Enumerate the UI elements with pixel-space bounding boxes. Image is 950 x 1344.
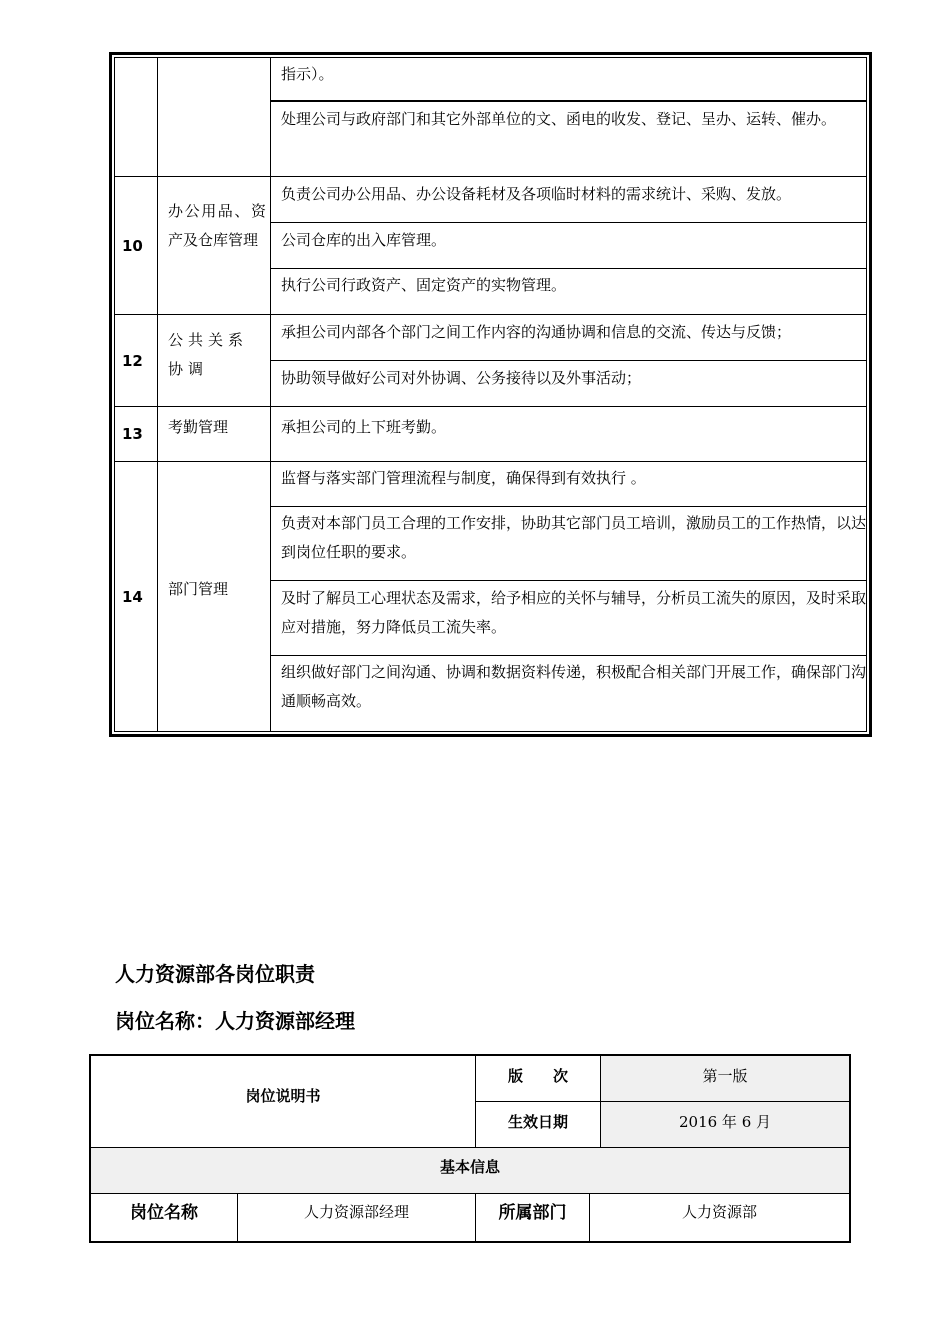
duty-item: 负责公司办公用品、办公设备耗材及各项临时材料的需求统计、采购、发放。	[281, 185, 792, 203]
doc-title: 岗位说明书	[245, 1086, 321, 1105]
duty-item: 及时了解员工心理状态及需求，给予相应的关怀与辅导，分析员工流失的原因，及时采取应对措施，努力降低员工流失率。	[281, 589, 867, 636]
position-name-label: 岗位名称	[130, 1202, 198, 1223]
row-number: 13	[122, 425, 143, 443]
duty-item: 承担公司内部各个部门之间工作内容的沟通协调和信息的交流、传达与反馈；	[281, 323, 792, 341]
duty-item: 公司仓库的出入库管理。	[281, 231, 447, 249]
effective-date-label: 生效日期	[507, 1112, 568, 1131]
section-title: 人力资源部各岗位职责	[115, 962, 315, 986]
department-label: 所属部门	[498, 1202, 567, 1223]
duty-item: 指示）。	[281, 65, 334, 83]
duty-name: 部门管理	[168, 580, 229, 598]
row-number: 14	[122, 588, 143, 606]
duty-name: 考勤管理	[168, 418, 229, 436]
version-value: 第一版	[702, 1066, 748, 1085]
duty-item: 负责对本部门员工合理的工作安排，协助其它部门员工培训，激励员工的工作热情，以达到岗位任职的要求。	[281, 514, 867, 561]
duty-item: 组织做好部门之间沟通、协调和数据资料传递，积极配合相关部门开展工作，确保部门沟通顺畅高效。	[281, 663, 867, 710]
basic-info-header: 基本信息	[439, 1157, 500, 1176]
department-value: 人力资源部	[681, 1202, 757, 1221]
row-number: 10	[122, 236, 143, 255]
duty-name: 公共关系协调	[168, 331, 249, 378]
position-title: 岗位名称：人力资源部经理	[115, 1009, 355, 1033]
duty-item: 承担公司的上下班考勤。	[281, 418, 447, 436]
duty-item: 监督与落实部门管理流程与制度，确保得到有效执行 。	[281, 469, 646, 487]
duty-item: 协助领导做好公司对外协调、公务接待以及外事活动；	[281, 369, 642, 387]
effective-date-value: 2016 年 6 月	[678, 1112, 772, 1131]
duty-item: 处理公司与政府部门和其它外部单位的文、函电的收发、登记、呈办、运转、催办。	[281, 110, 837, 128]
duty-item: 执行公司行政资产、固定资产的实物管理。	[281, 276, 567, 294]
version-label: 版 次	[507, 1066, 568, 1085]
row-number: 12	[122, 351, 143, 370]
duty-name: 办公用品、资产及仓库管理	[168, 202, 266, 249]
position-name-value: 人力资源部经理	[303, 1202, 409, 1221]
